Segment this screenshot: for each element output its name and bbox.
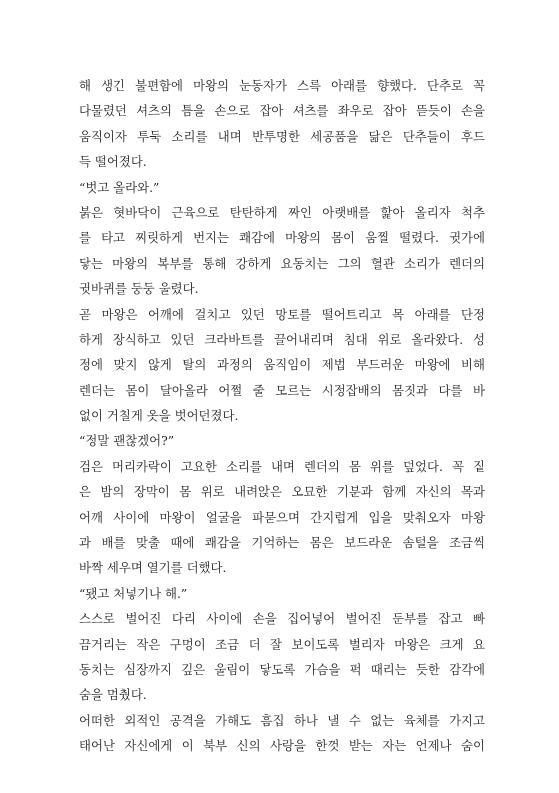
dialogue-paragraph (79, 428, 485, 453)
paragraph (79, 454, 485, 581)
text-line: 렌더는 몸이 달아올라 어쩔 줄 모르는 시정잡배의 몸짓과 다를 바 (79, 382, 485, 398)
text-line: 끔거리는 작은 구멍이 조금 더 잘 보이도록 벌리자 마왕은 크게 요 (79, 636, 485, 652)
text-line: 하게 장식하고 있던 크라바트를 끌어내리며 침대 위로 올라왔다. 성 (79, 331, 485, 347)
paragraph (79, 606, 485, 708)
text-line: 어떠한 외적인 공격을 가해도 흠집 하나 낼 수 없는 육체를 가지고 (79, 712, 485, 728)
text-line: 다물렸던 셔츠의 틈을 손으로 잡아 셔츠를 좌우로 잡아 뜯듯이 손을 (79, 103, 485, 119)
text-line: 태어난 자신에게 이 북부 신의 사랑을 한껏 받는 자는 언제나 숨이 (79, 738, 485, 754)
text-line: 해 생긴 불편함에 마왕의 눈동자가 스륵 아래를 향했다. 단추로 꼭 (79, 78, 485, 93)
paragraph (79, 200, 485, 302)
dialogue-paragraph (79, 175, 485, 200)
text-line: 검은 머리카락이 고요한 소리를 내며 렌더의 몸 위를 덮었다. 꼭 짙 (79, 458, 485, 474)
text-line: 닿는 마왕의 복부를 통해 강하게 요동치는 그의 혈관 소리가 렌더의 (79, 255, 485, 271)
text-line: 곧 마왕은 어깨에 걸치고 있던 망토를 떨어트리고 목 아래를 단정 (79, 306, 485, 322)
text-line: 은 밤의 장막이 몸 위로 내려앉은 오묘한 기분과 함께 자신의 목과 (79, 484, 485, 500)
document-page (79, 73, 485, 759)
paragraph (79, 73, 485, 175)
text-line: 숨을 멈췄다. (79, 687, 147, 703)
text-line: 없이 거칠게 옷을 벗어던졌다. (79, 408, 239, 424)
text-line: “됐고 처넣기나 해.” (79, 585, 188, 601)
dialogue-paragraph (79, 581, 485, 606)
text-line: 움직이자 투둑 소리를 내며 반투명한 세공품을 닮은 단추들이 후드 (79, 128, 485, 144)
text-line: 득 떨어졌다. (79, 154, 147, 170)
text-line: 과 배를 맞출 때에 쾌감을 기억하는 몸은 보드라운 솜털을 조금씩 (79, 535, 485, 551)
text-line: “정말 괜찮겠어?” (79, 433, 175, 449)
text-line: 귓바퀴를 둥둥 울렸다. (79, 281, 199, 297)
text-line: 바짝 세우며 열기를 더했다. (79, 560, 227, 576)
paragraph (79, 302, 485, 429)
text-line: 어깨 사이에 마왕이 얼굴을 파묻으며 간지럽게 입을 맞춰오자 마왕 (79, 509, 485, 525)
text-line: 스스로 벌어진 다리 사이에 손을 집어넣어 벌어진 둔부를 잡고 빠 (79, 611, 485, 627)
text-line: “벗고 올라와.” (79, 179, 160, 195)
text-line: 동치는 심장까지 깊은 울림이 닿도록 가슴을 퍽 때리는 듯한 감각에 (79, 661, 485, 677)
text-line: 붉은 혓바닥이 근육으로 탄탄하게 짜인 아랫배를 핥아 올리자 척추 (79, 204, 485, 220)
text-line: 정에 맞지 않게 탈의 과정의 움직임이 제법 부드러운 마왕에 비해 (79, 357, 485, 373)
text-line: 를 타고 찌릿하게 번지는 쾌감에 마왕의 몸이 움찔 떨렸다. 귓가에 (79, 230, 485, 246)
paragraph (79, 708, 485, 759)
